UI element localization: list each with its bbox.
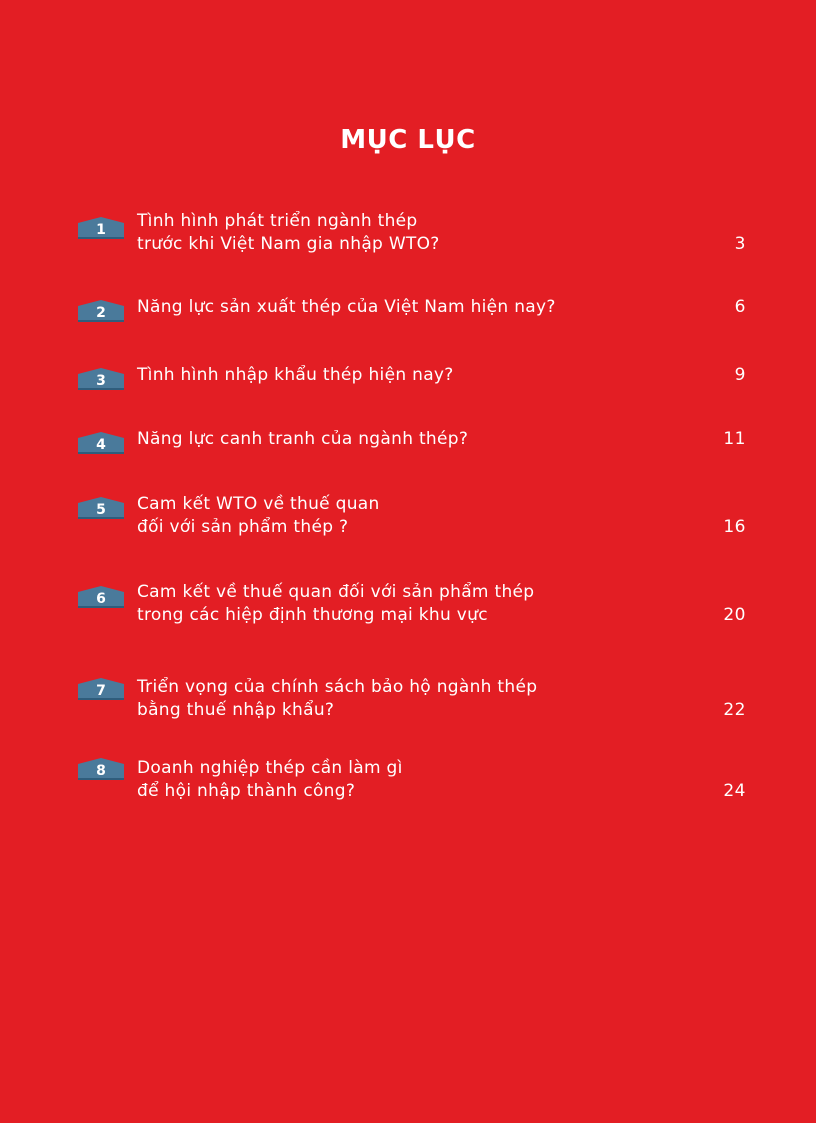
number-badge-icon — [78, 432, 124, 454]
page-number: 11 — [723, 429, 746, 449]
number-badge-icon — [78, 678, 124, 700]
item-title-line-1: Tình hình nhập khẩu thép hiện nay? — [137, 365, 454, 385]
page-number: 3 — [734, 234, 746, 254]
item-title-line-1: Năng lực canh tranh của ngành thép? — [137, 429, 469, 449]
page-number: 16 — [723, 517, 746, 537]
item-number: 6 — [96, 591, 106, 607]
item-title-line-2: bằng thuế nhập khẩu? — [137, 700, 335, 720]
page-number: 9 — [734, 365, 746, 385]
item-title-line-2: trong các hiệp định thương mại khu vực — [137, 605, 488, 625]
page-number: 6 — [734, 297, 746, 317]
number-badge-icon — [78, 497, 124, 519]
item-title-line-1: Triển vọng của chính sách bảo hộ ngành thép — [137, 677, 538, 697]
item-number: 2 — [96, 305, 106, 321]
number-badge-icon — [78, 217, 124, 239]
item-number: 5 — [96, 502, 106, 518]
number-badge-icon — [78, 300, 124, 322]
item-title-line-2: trước khi Việt Nam gia nhập WTO? — [137, 234, 440, 254]
item-title-line-1: Cam kết về thuế quan đối với sản phẩm thép — [137, 582, 535, 602]
page-number: 24 — [723, 781, 746, 801]
page-number: 20 — [723, 605, 746, 625]
item-title-line-1: Năng lực sản xuất thép của Việt Nam hiện nay? — [137, 297, 556, 317]
item-title-line-2: để hội nhập thành công? — [137, 781, 356, 801]
page-title: MỤC LỤC — [340, 125, 476, 155]
number-badge-icon — [78, 368, 124, 390]
item-number: 7 — [96, 683, 106, 699]
item-number: 8 — [96, 763, 106, 779]
item-number: 1 — [96, 222, 106, 238]
item-title-line-2: đối với sản phẩm thép ? — [137, 517, 349, 537]
item-number: 4 — [96, 437, 106, 453]
item-title-line-1: Tình hình phát triển ngành thép — [137, 211, 418, 231]
item-number: 3 — [96, 373, 106, 389]
number-badge-icon — [78, 758, 124, 780]
item-title-line-1: Doanh nghiệp thép cần làm gì — [137, 758, 403, 778]
item-title-line-1: Cam kết WTO về thuế quan — [137, 494, 380, 514]
page-number: 22 — [723, 700, 746, 720]
number-badge-icon — [78, 586, 124, 608]
